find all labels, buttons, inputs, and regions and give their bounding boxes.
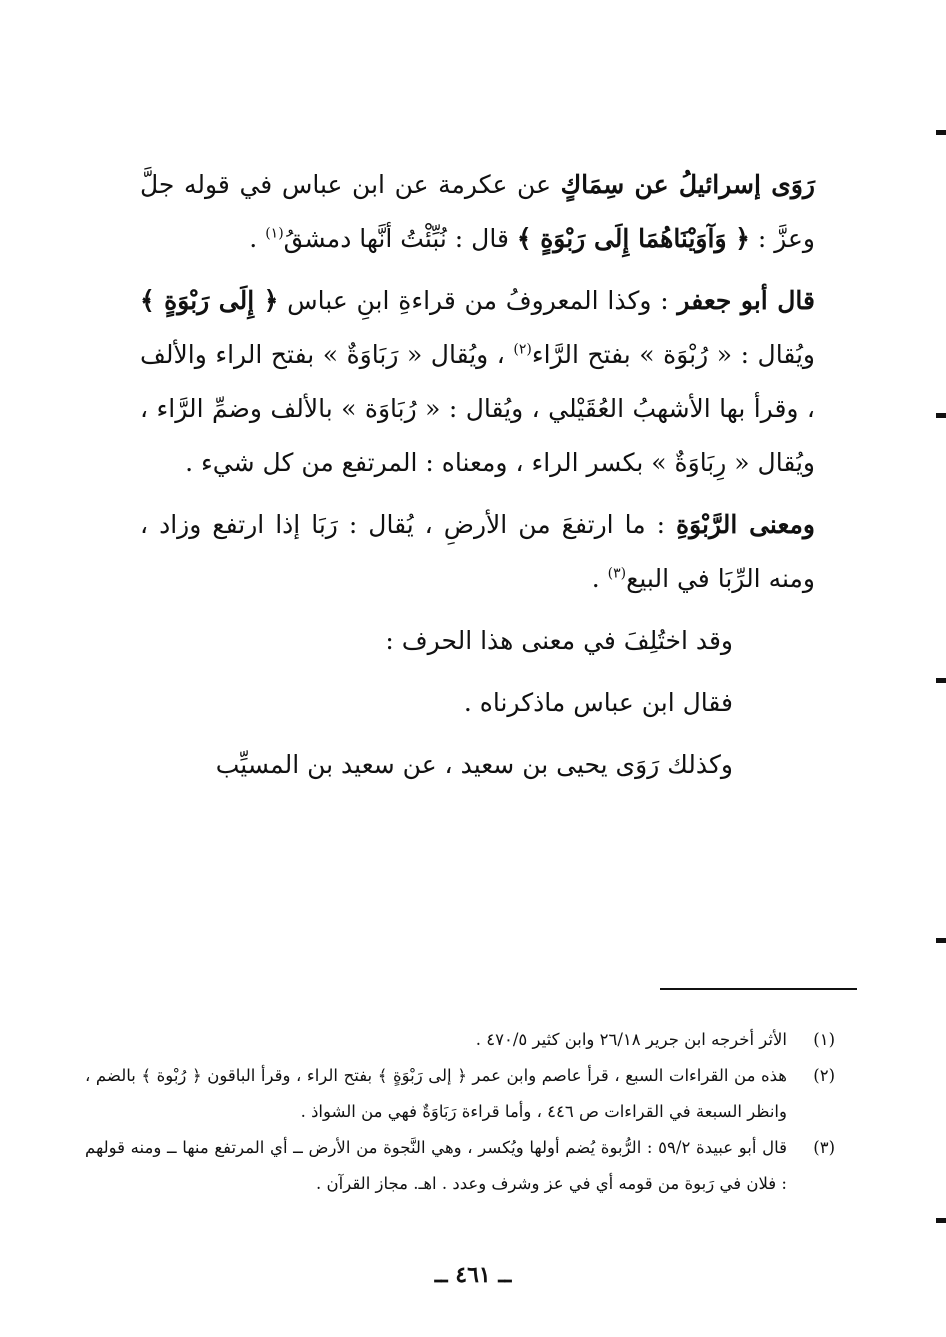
text-run: عن عكرمة عن ابن عباس في قوله جلَّ وعزَّ : <box>140 170 815 253</box>
text-run: ، ويُقال « رَبَاوَةٌ » بفتح الراء والألف ، وقرأ بها الأشهبُ العُقَيْلي ، ويُقال : « رُبَاوَة » بالألف وضمِّ الرَّاء ، ويُقال « رِبَاوَةٌ » بكسر الراء ، ومعناه : المرتفع من كل شيء . <box>140 340 815 477</box>
footnote-text: الأثر أخرجه ابن جرير ٢٦/١٨ وابن كثير ٤٧٠/٥ . <box>475 1030 787 1049</box>
paragraph <box>140 614 815 668</box>
footnote-separator <box>660 988 857 990</box>
page-edge-mark <box>936 1218 946 1223</box>
footnote-reference: (٣) <box>607 565 627 582</box>
footnote <box>85 1130 835 1202</box>
bold-phrase: ومعنى الرَّبْوَةِ <box>676 510 816 539</box>
text-run: ويُقال : « رُبْوَة » بفتح الرَّاء <box>531 340 815 369</box>
text-run: فقال ابن عباس ماذكرناه . <box>463 688 733 717</box>
page-number: ــ ٤٦١ ــ <box>434 1262 512 1288</box>
text-run: . <box>591 564 608 593</box>
footnotes <box>85 1022 835 1202</box>
text-run: وقد اختُلِفَ في معنى هذا الحرف : <box>385 626 733 655</box>
text-run: . <box>249 224 266 253</box>
paragraph <box>140 498 815 606</box>
footnote-reference: (١) <box>265 225 284 242</box>
footnote-number: (١) <box>813 1030 835 1049</box>
footnote-reference: (٢) <box>513 341 532 358</box>
page-edge-mark <box>936 130 946 135</box>
paragraph <box>140 274 815 490</box>
paragraph <box>140 158 815 266</box>
main-text <box>140 158 815 800</box>
bold-phrase: قال أبو جعفر <box>677 286 815 315</box>
bold-phrase: رَوَى إسرائيلُ عن سِمَاكٍ <box>560 170 815 199</box>
page-edge-mark <box>936 413 946 418</box>
bold-phrase: ﴿ إِلَى رَبْوَةٍ ﴾ <box>140 286 279 315</box>
footnote-number: (٣) <box>813 1138 835 1157</box>
footnote-number: (٢) <box>813 1066 835 1085</box>
bold-phrase: ﴿ وَآوَيْنَاهُمَا إِلَى رَبْوَةٍ ﴾ <box>516 224 750 253</box>
text-run: وكذلك رَوَى يحيى بن سعيد ، عن سعيد بن المسيِّب <box>215 750 733 779</box>
footnote-text: قال أبو عبيدة ٥٩/٢ : الرُّبوة يُضم أولها ويُكسر ، وهي النَّجوة من الأرض ــ أي المرتفع منها ــ ومنه قولهم : فلان في رَبوة من قومه أي في عز وشرف وعدد . اهـ. مجاز القرآن . <box>85 1138 787 1193</box>
paragraph <box>140 738 815 792</box>
text-run: : ما ارتفعَ من الأرضِ ، يُقال : رَبَا إذا ارتفع وزاد ، ومنه الرِّبَا في البيع <box>140 510 815 593</box>
text-run: قال : نُبِّئْتُ أنَّها دمشقُ <box>283 224 517 253</box>
footnote-text: هذه من القراءات السبع ، قرأ عاصم وابن عمر ﴿ إلى رَبْوَةٍ ﴾ بفتح الراء ، وقرأ الباقون ﴿ رُبْوة ﴾ بالضم ، وانظر السبعة في القراءات ص ٤٤٦ ، وأما قراءة رَبَاوَةٌ فهي من الشواذ . <box>85 1066 787 1121</box>
page-edge-mark <box>936 938 946 943</box>
page-edge-mark <box>936 678 946 683</box>
text-run: : وكذا المعروفُ من قراءةِ ابنِ عباس <box>278 286 678 315</box>
footnote <box>85 1058 835 1130</box>
footnote <box>85 1022 835 1058</box>
paragraph <box>140 676 815 730</box>
